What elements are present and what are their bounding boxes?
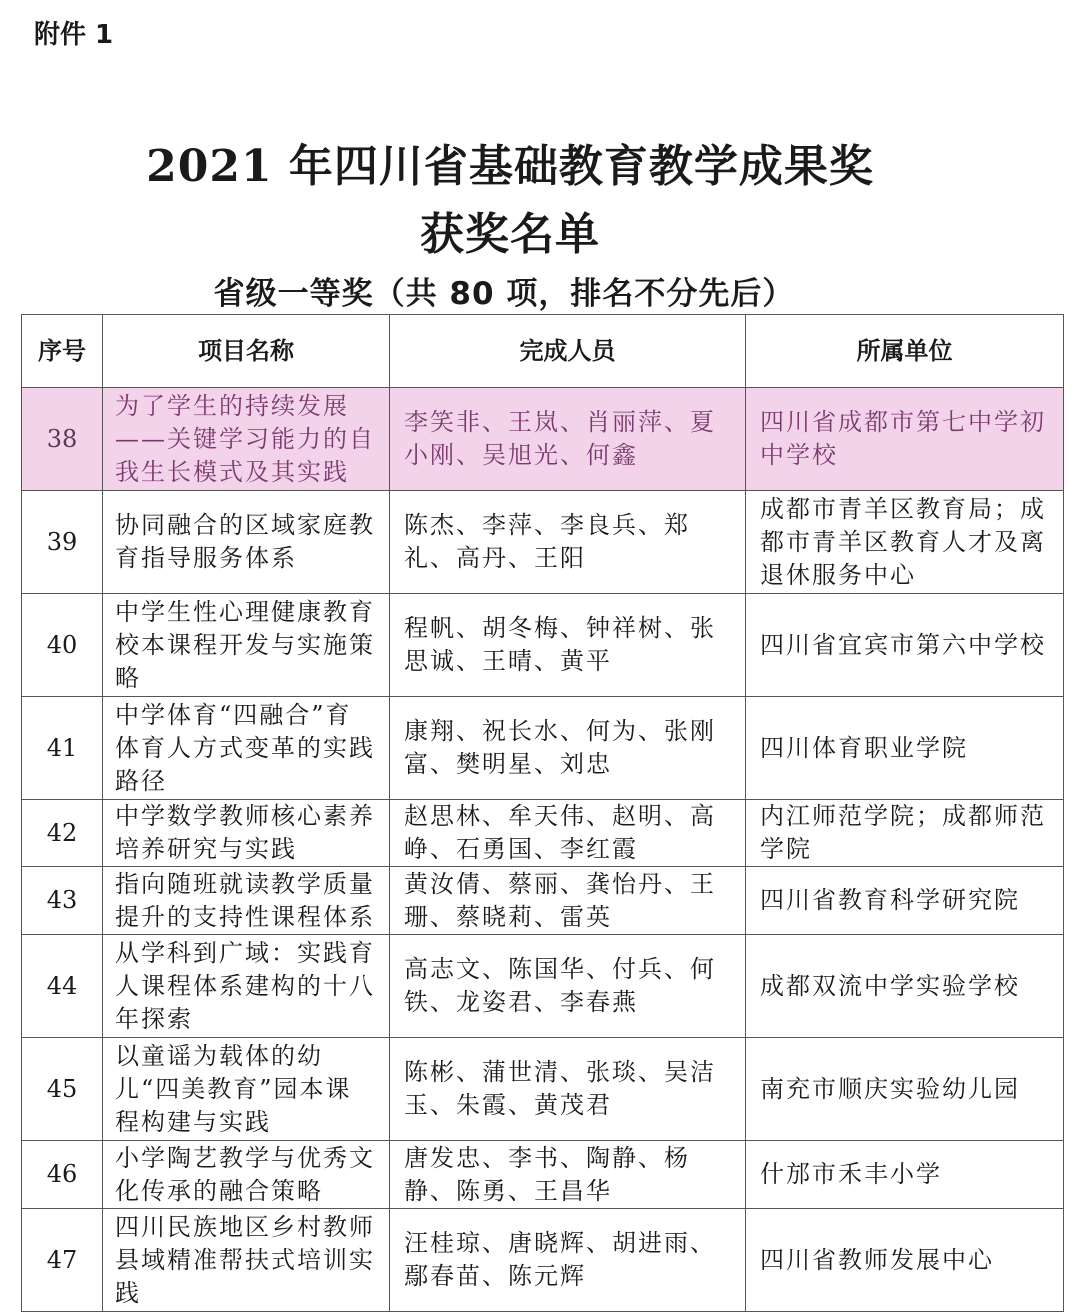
project-name: 中学数学教师核心素养培养研究与实践 bbox=[103, 800, 390, 867]
project-name: 为了学生的持续发展——关键学习能力的自我生长模式及其实践 bbox=[103, 388, 390, 491]
project-name: 小学陶艺教学与优秀文化传承的融合策略 bbox=[103, 1141, 390, 1209]
col-header-project: 项目名称 bbox=[103, 315, 390, 388]
row-number: 39 bbox=[22, 491, 103, 594]
table-row bbox=[22, 1038, 1064, 1141]
table-row bbox=[22, 1141, 1064, 1209]
members: 陈杰、李萍、李良兵、郑礼、高丹、王阳 bbox=[390, 491, 746, 594]
row-number: 46 bbox=[22, 1141, 103, 1209]
table-row bbox=[22, 935, 1064, 1038]
col-header-members: 完成人员 bbox=[390, 315, 746, 388]
table-row bbox=[22, 594, 1064, 697]
project-name: 中学体育“四融合”育体育人方式变革的实践路径 bbox=[103, 697, 390, 800]
table-row bbox=[22, 867, 1064, 935]
affiliated-unit: 成都双流中学实验学校 bbox=[746, 935, 1064, 1038]
members: 程帆、胡冬梅、钟祥树、张思诚、王晴、黄平 bbox=[390, 594, 746, 697]
row-number: 40 bbox=[22, 594, 103, 697]
project-name: 以童谣为载体的幼儿“四美教育”园本课程构建与实践 bbox=[103, 1038, 390, 1141]
project-name: 从学科到广域：实践育人课程体系建构的十八年探索 bbox=[103, 935, 390, 1038]
attachment-label: 附件 1 bbox=[34, 20, 114, 50]
table-row bbox=[22, 800, 1064, 867]
members: 黄汝倩、蔡丽、龚怡丹、王珊、蔡晓莉、雷英 bbox=[390, 867, 746, 935]
row-number: 47 bbox=[22, 1209, 103, 1312]
members: 唐发忠、李书、陶静、杨静、陈勇、王昌华 bbox=[390, 1141, 746, 1209]
document-title-line2: 获奖名单 bbox=[420, 209, 600, 260]
row-number: 41 bbox=[22, 697, 103, 800]
affiliated-unit: 四川省成都市第七中学初中学校 bbox=[746, 388, 1064, 491]
table-row bbox=[22, 1209, 1064, 1312]
row-number: 38 bbox=[22, 388, 103, 491]
affiliated-unit: 南充市顺庆实验幼儿园 bbox=[746, 1038, 1064, 1141]
members: 康翔、祝长水、何为、张刚富、樊明星、刘忠 bbox=[390, 697, 746, 800]
table-header-row bbox=[22, 315, 1064, 388]
members: 陈彬、蒲世清、张琰、吴洁玉、朱霞、黄茂君 bbox=[390, 1038, 746, 1141]
affiliated-unit: 什邡市禾丰小学 bbox=[746, 1141, 1064, 1209]
project-name: 协同融合的区域家庭教育指导服务体系 bbox=[103, 491, 390, 594]
table-row bbox=[22, 388, 1064, 491]
document-title-line1: 2021 年四川省基础教育教学成果奖 bbox=[146, 141, 874, 192]
affiliated-unit: 四川省宜宾市第六中学校 bbox=[746, 594, 1064, 697]
award-level-subtitle: 省级一等奖（共 80 项，排名不分先后） bbox=[213, 276, 795, 312]
members: 李笑非、王岚、肖丽萍、夏小刚、吴旭光、何鑫 bbox=[390, 388, 746, 491]
affiliated-unit: 内江师范学院；成都师范学院 bbox=[746, 800, 1064, 867]
members: 高志文、陈国华、付兵、何铁、龙姿君、李春燕 bbox=[390, 935, 746, 1038]
affiliated-unit: 四川省教育科学研究院 bbox=[746, 867, 1064, 935]
project-name: 中学生性心理健康教育校本课程开发与实施策略 bbox=[103, 594, 390, 697]
project-name: 四川民族地区乡村教师县域精准帮扶式培训实践 bbox=[103, 1209, 390, 1312]
row-number: 44 bbox=[22, 935, 103, 1038]
project-name: 指向随班就读教学质量提升的支持性课程体系 bbox=[103, 867, 390, 935]
row-number: 43 bbox=[22, 867, 103, 935]
affiliated-unit: 四川省教师发展中心 bbox=[746, 1209, 1064, 1312]
col-header-unit: 所属单位 bbox=[746, 315, 1064, 388]
affiliated-unit: 成都市青羊区教育局；成都市青羊区教育人才及离退休服务中心 bbox=[746, 491, 1064, 594]
affiliated-unit: 四川体育职业学院 bbox=[746, 697, 1064, 800]
members: 汪桂琼、唐晓辉、胡进雨、鄢春苗、陈元辉 bbox=[390, 1209, 746, 1312]
members: 赵思林、牟天伟、赵明、高峥、石勇国、李红霞 bbox=[390, 800, 746, 867]
col-header-number: 序号 bbox=[22, 315, 103, 388]
table-row bbox=[22, 697, 1064, 800]
row-number: 45 bbox=[22, 1038, 103, 1141]
table-row bbox=[22, 491, 1064, 594]
award-table bbox=[21, 314, 1064, 1312]
row-number: 42 bbox=[22, 800, 103, 867]
